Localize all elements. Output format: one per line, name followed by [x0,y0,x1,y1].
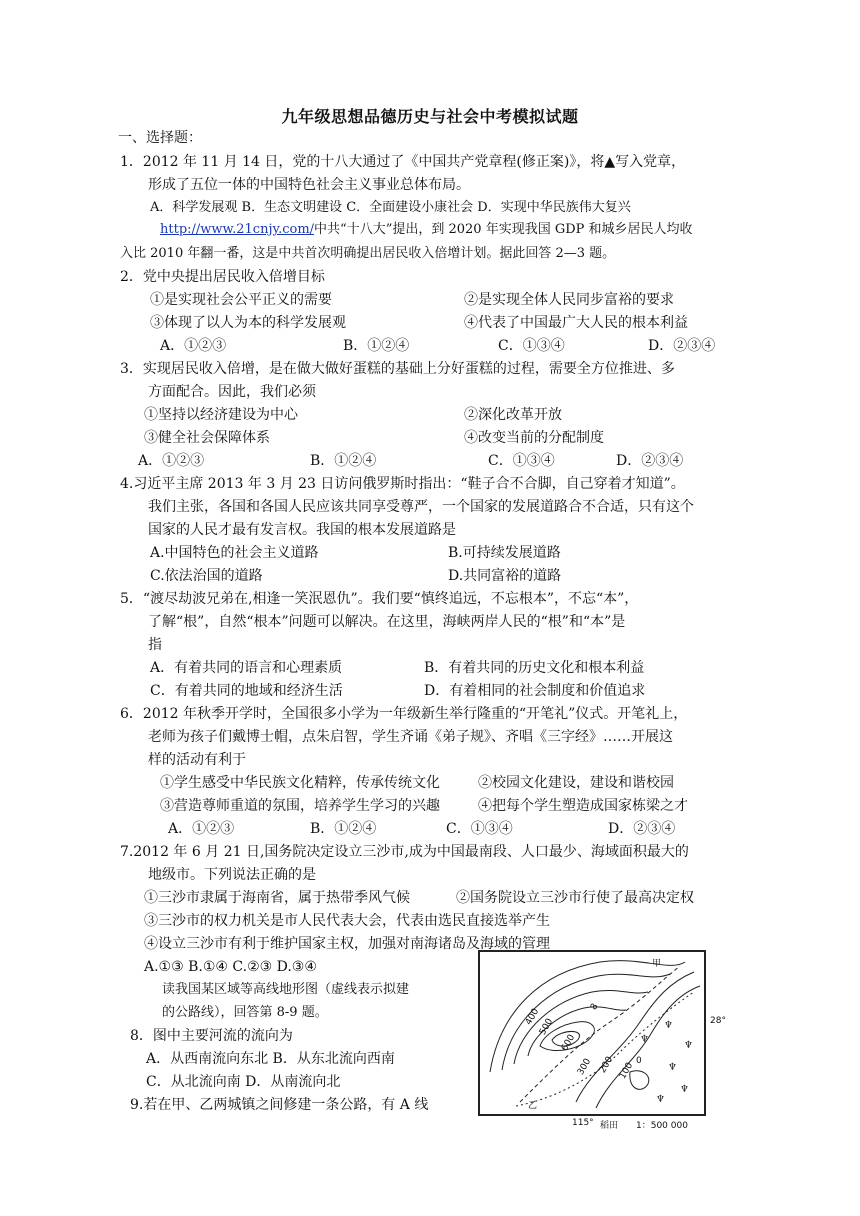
q2-choice-a: A．①②③ [160,338,227,354]
q2-choice-c: C．①③④ [498,338,565,354]
svg-text:♆: ♆ [664,1020,673,1031]
longitude-label: 115° [572,1118,594,1128]
q3-choice-d: D．②③④ [616,453,684,469]
q2-choice-b: B．①②④ [343,338,410,354]
q2-choice-d: D．②③④ [648,338,716,354]
q3-choice-c: C．①③④ [488,453,555,469]
q5-line3: 指 [148,637,162,653]
q3-line1: 3．实现居民收入倍增，是在做大做好蛋糕的基础上分好蛋糕的过程，需要全方位推进、多 [120,361,675,377]
q2-stem: 2．党中央提出居民收入倍增目标 [120,269,325,285]
q6-option-4: ④把每个学生塑造成国家栋梁之才 [478,798,688,814]
svg-text:♆: ♆ [668,1062,677,1073]
q6-choice-a: A．①②③ [168,821,235,837]
contour-label-100: 100 [617,1061,636,1081]
q8-choices-cd: C．从北流向南 D．从南流向北 [146,1074,341,1090]
q2-option-2: ②是实现全体人民同步富裕的要求 [464,292,674,308]
q4-line1: 4.习近平主席 2013 年 3 月 23 日访问俄罗斯时指出：“鞋子合不合脚，自己穿着才知道”。 [120,476,685,492]
contour-label-400: 400 [523,1007,542,1027]
q7-option-2: ②国务院设立三沙市行使了最高决定权 [456,890,694,906]
q8-stem: 8．图中主要河流的流向为 [130,1028,293,1044]
q3-option-3: ③健全社会保障体系 [144,430,270,446]
q7-option-4: ④设立三沙市有利于维护国家主权，加强对南海诸岛及海域的管理 [144,936,550,952]
contour-label-200: 200 [597,1055,616,1075]
map-intro-line1: 读我国某区域等高线地形图（虚线表示拟建 [162,982,410,997]
q6-choice-c: C．①③④ [446,821,513,837]
q6-option-1: ①学生感受中华民族文化精粹，传承传统文化 [160,775,440,791]
passage-line1 [160,220,693,240]
q6-choice-d: D．②③④ [608,821,676,837]
q4-choice-d: D.共同富裕的道路 [448,568,562,584]
q1-line2: 形成了五位一体的中国特色社会主义事业总体布局。 [148,177,470,193]
q4-choice-c: C.依法治国的道路 [150,568,263,584]
contour-label-600: 600 [559,1033,578,1053]
q6-choice-b: B．①②④ [310,821,377,837]
passage-line1-text: 中共“十八大”提出，到 2020 年实现我国 GDP 和城乡居民人均收 [314,222,693,237]
contour-label-500: 500 [537,1017,556,1037]
q3-option-4: ④改变当前的分配制度 [464,430,604,446]
q9-stem: 9.若在甲、乙两城镇之间修建一条公路，有 A 线 [130,1097,429,1113]
q2-option-4: ④代表了中国最广大人民的根本利益 [464,315,688,331]
q8-choices-ab: A．从西南流向东北 B．从东北流向西南 [146,1051,395,1067]
q7-option-3: ③三沙市的权力机关是市人民代表大会，代表由选民直接选举产生 [144,913,550,929]
contour-lines [480,952,704,1114]
q7-option-1: ①三沙市隶属于海南省，属于热带季风气候 [144,890,410,906]
svg-text:♆: ♆ [680,1084,689,1095]
q3-option-2: ②深化改革开放 [464,407,562,423]
legend-rice-field: 稻田 [600,1121,619,1131]
q2-option-3: ③体现了以人为本的科学发展观 [150,315,346,331]
q3-line2: 方面配合。因此，我们必须 [148,384,316,400]
svg-text:♆: ♆ [640,1034,649,1045]
contour-label-300: 300 [575,1057,594,1077]
q7-line2: 地级市。下列说法正确的是 [148,867,316,883]
q3-choice-a: A．①②③ [138,453,205,469]
q7-line1: 7.2012 年 6 月 21 日,国务院决定设立三沙市,成为中国最南段、人口最少、海域面积最大的 [120,844,689,860]
map-intro-line2: 的公路线），回答第 8-9 题。 [162,1005,328,1020]
map-label-jia: 甲 [652,959,662,969]
q4-choice-a: A.中国特色的社会主义道路 [150,545,319,561]
contour-label-0: 0 [636,1056,642,1066]
q3-option-1: ①坚持以经济建设为中心 [144,407,298,423]
q5-choice-c: C．有着共同的地域和经济生活 [150,683,343,699]
map-label-yi: 乙 [528,1101,538,1111]
q1-line1: 1．2012 年 11 月 14 日，党的十八大通过了《中国共产党章程(修正案)》，将▲写入党章， [120,154,686,170]
svg-text:♆: ♆ [656,1094,665,1105]
map-scale: 1：500 000 [636,1121,688,1131]
q5-choice-d: D．有着相同的社会制度和价值追求 [424,683,646,699]
q6-line3: 样的活动有利于 [148,752,246,768]
exam-title: 九年级思想品德历史与社会中考模拟试题 [281,107,579,126]
q2-option-1: ①是实现社会公平正义的需要 [150,292,332,308]
latitude-label: 28° [710,1016,726,1026]
q6-option-3: ③营造尊师重道的氛围，培养学生学习的兴趣 [160,798,440,814]
svg-text:♆: ♆ [684,1040,693,1051]
contour-label-8: 8 [589,1002,601,1012]
contour-map [478,950,706,1116]
q7-options: A.①③ B.①④ C.②③ D.③④ [144,959,317,975]
q4-line2: 我们主张，各国和各国人民应该共同享受尊严，一个国家的发展道路合不合适，只有这个 [148,499,694,515]
q5-choice-b: B．有着共同的历史文化和根本利益 [424,660,645,676]
q5-choice-a: A．有着共同的语言和心理素质 [150,660,343,676]
q4-choice-b: B.可持续发展道路 [448,545,561,561]
q5-line2: 了解“根”，自然“根本”问题可以解决。在这里，海峡两岸人民的“根”和“本”是 [148,614,626,630]
q6-line1: 6．2012 年秋季开学时，全国很多小学为一年级新生举行隆重的“开笔礼”仪式。开笔礼上， [120,706,688,722]
passage-line2: 入比 2010 年翻一番，这是中共首次明确提出居民收入倍增计划。据此回答 2—3 题。 [120,246,616,261]
q3-choice-b: B．①②④ [310,453,377,469]
q5-line1: 5．“渡尽劫波兄弟在,相逢一笑泯恩仇”。我们要“慎终追远，不忘根本”，不忘“本”， [120,591,639,607]
q1-options: A．科学发展观 B．生态文明建设 C．全面建设小康社会 D．实现中华民族伟大复兴 [150,200,631,215]
section-heading: 一、选择题： [118,130,202,146]
q6-line2: 老师为孩子们戴博士帽，点朱启智，学生齐诵《弟子规》、齐唱《三字经》……开展这 [148,729,673,745]
q6-option-2: ②校园文化建设，建设和谐校园 [478,775,674,791]
source-link[interactable]: http://www.21cnjy.com/ [160,222,315,237]
q4-line3: 国家的人民才最有发言权。我国的根本发展道路是 [148,522,456,538]
